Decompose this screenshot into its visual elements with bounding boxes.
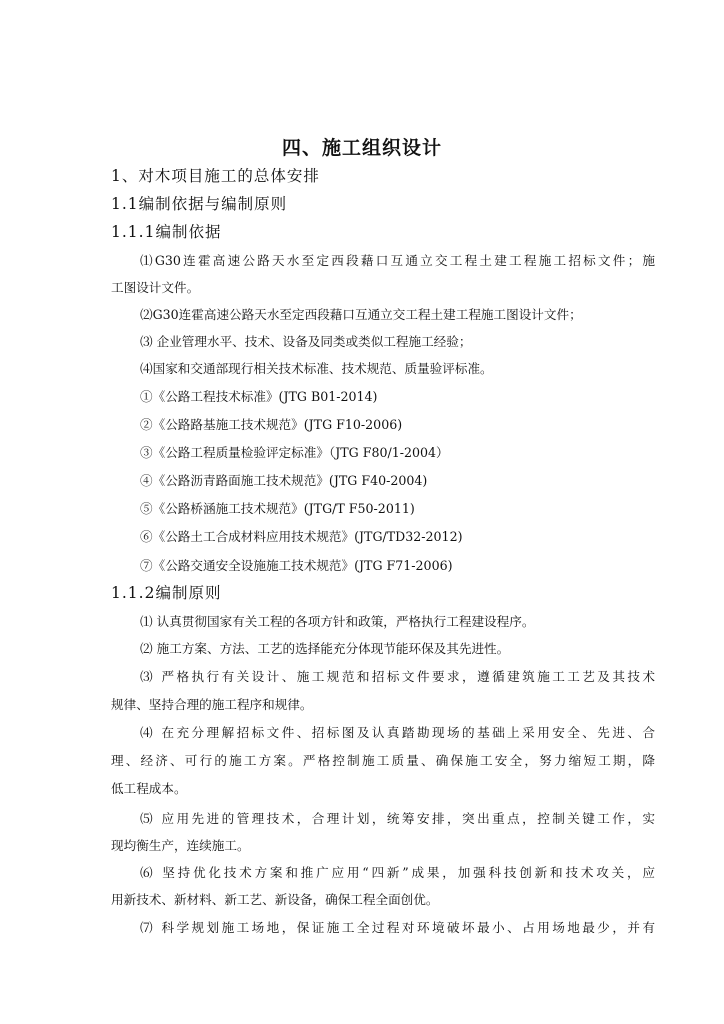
principle-item: ⑵ 施工方案、方法、工艺的选择能充分体现节能环保及其先进性。 [140,641,510,656]
section-heading: 1、对木项目施工的总体安排 [111,167,320,185]
principle-item: ⑶ 严格执行有关设计、施工规范和招标文件要求，遵循建筑施工工艺及其技术 [140,669,655,684]
subsubsection-heading: 1.1.2编制原则 [111,584,222,602]
standard-item: ⑦《公路交通安全设施施工技术规范》(JTG F71-2006) [140,558,453,573]
basis-item: ⑴G30连霍高速公路天水至定西段藉口互通立交工程土建工程施工招标文件；施 [140,253,655,268]
principle-item-continuation: 用新技术、新材料、新工艺、新设备，确保工程全面创优。 [111,892,439,907]
principle-item: ⑹ 坚持优化技术方案和推广应用“四新”成果，加强科技创新和技术攻关，应 [140,865,655,880]
standard-item: ④《公路沥青路面施工技术规范》(JTG F40-2004) [140,473,428,488]
subsubsection-heading: 1.1.1编制依据 [111,223,222,241]
principle-item-continuation: 理、经济、可行的施工方案。严格控制施工质量、确保施工安全，努力缩短工期，降 [111,753,655,768]
basis-item: ⑶ 企业管理水平、技术、设备及同类或类似工程施工经验； [140,334,472,349]
principle-item-continuation: 规律、坚持合理的施工程序和规律。 [111,697,313,712]
principle-item: ⑺ 科学规划施工场地，保证施工全过程对环境破坏最小、占用场地最少，并有 [140,920,655,935]
basis-item: ⑵G30连霍高速公路天水至定西段藉口互通立交工程土建工程施工图设计文件； [140,307,582,322]
standard-item: ⑥《公路土工合成材料应用技术规范》(JTG/TD32-2012) [140,529,463,544]
principle-item-continuation: 现均衡生产，连续施工。 [111,838,250,853]
standard-item: ①《公路工程技术标准》(JTG B01-2014) [140,389,378,404]
page-title: 四、施工组织设计 [281,137,442,159]
basis-item-continuation: 工图设计文件。 [111,280,200,295]
standard-item: ⑤《公路桥涵施工技术规范》(JTG/T F50-2011) [140,501,415,516]
principle-item-continuation: 低工程成本。 [111,781,187,796]
basis-item: ⑷国家和交通部现行相关技术标准、技术规范、质量验评标准。 [140,361,493,376]
standard-item: ②《公路路基施工技术规范》(JTG F10-2006) [140,417,403,432]
principle-item: ⑷ 在充分理解招标文件、招标图及认真踏勘现场的基础上采用安全、先进、合 [140,725,655,740]
principle-item: ⑸ 应用先进的管理技术，合理计划，统筹安排，突出重点，控制关键工作，实 [140,811,655,826]
principle-item: ⑴ 认真贯彻国家有关工程的各项方针和政策，严格执行工程建设程序。 [140,614,535,629]
standard-item: ③《公路工程质量检验评定标准》（JTG F80/1-2004） [140,445,449,460]
subsection-heading: 1.1编制依据与编制原则 [111,195,288,213]
